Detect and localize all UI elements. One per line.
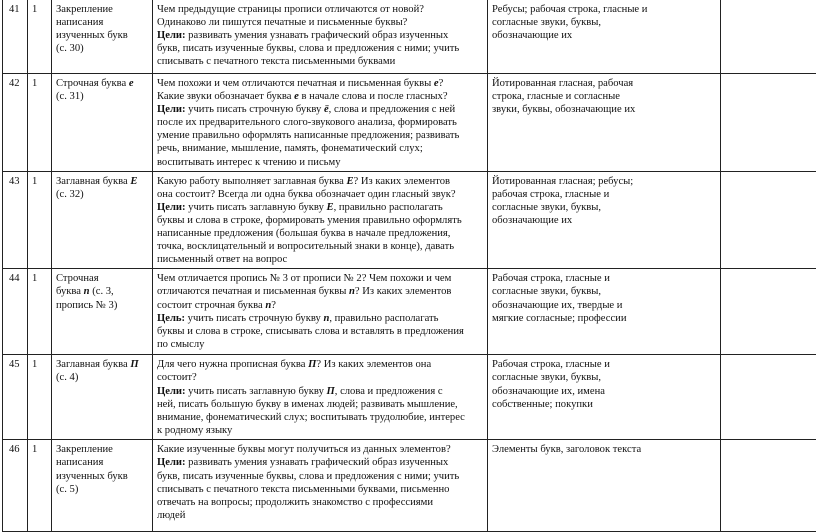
content-line [157,312,483,325]
topic-line: написания [56,16,148,29]
content-line [157,55,483,68]
text-run: состоит? [157,372,197,383]
content-line [157,29,483,42]
text-run: Чем отличается пропись № 3 от прописи № 2? Чем похожи и чем [157,273,451,284]
concepts-line: обозначающие их [492,214,716,227]
content-line [157,411,483,424]
text-run: (с. 31) [56,91,84,102]
text-run: (с. 32) [56,189,84,200]
content-line [157,175,483,188]
text-run: Чем предыдущие страницы прописи отличаются от новой? [157,4,424,15]
lesson-number-cell: 44 [3,269,28,355]
text-run: внимание, фонематический слух; воспитывать трудолюбие, интерес [157,412,465,423]
text-run: , правильно располагать [334,202,443,213]
table-body [3,0,816,532]
notes-cell [721,74,816,172]
concepts-cell [488,269,721,355]
text-run: по смыслу [157,339,204,350]
text-run: Для чего нужна прописная буква [157,359,308,370]
text-run: букв, писать изученные буквы, слова и предложения с ними; учить [157,471,459,482]
content-line [157,214,483,227]
text-run: ? [439,78,444,89]
text-run: развивать умения узнавать графический образ изученных [188,30,448,41]
content-line [157,443,483,456]
concepts-line: Ребусы; рабочая строка, гласные и [492,3,716,16]
hours-cell: 1 [28,355,52,440]
content-line [157,358,483,371]
topic-line [56,456,148,469]
text-run: Какую работу выполняет заглавная буква [157,176,346,187]
text-run: буквы и слова в строке, формировать умения правильно оформлять [157,215,462,226]
concepts-line: рабочая строка, гласные и [492,188,716,201]
text-run: буква [56,286,84,297]
text-run: Строчная [56,273,99,284]
text-run: буквы и слова в строке, списывать слова и вставлять в предложения [157,326,464,337]
content-line [157,116,483,129]
topic-cell [52,74,153,172]
text-run: написанные предложения (большая буква в начале предложения, [157,228,450,239]
content-line [157,338,483,351]
content-line [157,142,483,155]
text-run: ё [324,104,329,115]
text-run: учить писать заглавную букву [188,386,326,397]
topic-line [56,299,148,312]
topic-line [56,470,148,483]
text-run: (с. 3, [90,286,114,297]
text-run: , слова и предложения с ней [329,104,455,115]
table-row [3,74,816,172]
table-row [3,355,816,440]
topic-cell [52,171,153,269]
text-run: Заглавная буква [56,359,130,370]
content-line [157,103,483,116]
lesson-number-cell: 45 [3,355,28,440]
text-run: написания [56,457,103,468]
topic-line [56,188,148,201]
content-line [157,188,483,201]
concepts-line: согласные звуки, буквы, [492,285,716,298]
topic-line: Закрепление [56,3,148,16]
text-run: учить писать заглавную букву [188,202,326,213]
hours-cell: 1 [28,171,52,269]
text-run: , правильно располагать [329,313,438,324]
text-run: письменный ответ на вопрос [157,254,287,265]
content-line [157,156,483,169]
notes-cell [721,440,816,532]
text-run: П [130,359,138,370]
content-line [157,272,483,285]
topic-line [56,443,148,456]
text-run: развивать умения узнавать графический образ изученных [188,457,448,468]
topic-line [56,483,148,496]
topic-line [56,272,148,285]
concepts-line: обозначающие их, имена [492,385,716,398]
text-run: изученных букв [56,471,128,482]
text-run: списывать с печатного текста письменными буквами [157,56,395,67]
text-run: списывать с печатного текста письменными буквами, письменно [157,484,449,495]
text-run: Цели: [157,104,188,115]
content-line [157,201,483,214]
content-line [157,42,483,55]
text-run: п [349,286,355,297]
table-row [3,440,816,532]
concepts-line: согласные звуки, буквы, [492,371,716,384]
topic-cell [52,355,153,440]
text-run: Е [346,176,353,187]
hours-cell: 1 [28,74,52,172]
text-run: Строчная буква [56,78,129,89]
content-line [157,496,483,509]
text-run: П [327,386,335,397]
concepts-line: согласные звуки, буквы, [492,16,716,29]
topic-line [56,77,148,90]
content-cell [153,269,488,355]
content-line [157,325,483,338]
text-run: Какие звуки обозначает буква [157,91,294,102]
lesson-number-cell: 42 [3,74,28,172]
text-run: пропись № 3) [56,300,117,311]
notes-cell [721,269,816,355]
table-row [3,269,816,355]
concepts-line: мягкие согласные; профессии [492,312,716,325]
content-line [157,483,483,496]
text-run: (с. 4) [56,372,78,383]
text-run: п [265,300,271,311]
text-run: Какие изученные буквы могут получиться из данных элементов? [157,444,451,455]
topic-line [56,285,148,298]
content-cell [153,0,488,74]
text-run: Заглавная буква [56,176,130,187]
content-cell [153,171,488,269]
content-line [157,424,483,437]
topic-cell [52,0,153,74]
text-run: е [129,78,134,89]
content-line [157,299,483,312]
topic-cell [52,269,153,355]
text-run: п [323,313,329,324]
concepts-line: Йотированная гласная; ребусы; [492,175,716,188]
content-line [157,470,483,483]
text-run: ? Из каких элементов она [316,359,431,370]
topic-line [56,175,148,188]
text-run: е [294,91,299,102]
content-line [157,240,483,253]
text-run: она состоит? Всегда ли одна буква обозначает один гласный звук? [157,189,456,200]
concepts-cell [488,355,721,440]
text-run: состоит строчная буква [157,300,265,311]
content-cell [153,440,488,532]
text-run: учить писать строчную букву [188,313,324,324]
concepts-cell [488,74,721,172]
text-run: Цели: [157,30,188,41]
notes-cell [721,0,816,74]
notes-cell [721,355,816,440]
lesson-number-cell: 43 [3,171,28,269]
text-run: е [434,78,439,89]
text-run: Цели: [157,202,188,213]
hours-cell: 1 [28,440,52,532]
concepts-cell [488,440,721,532]
concepts-line: обозначающие их [492,29,716,42]
text-run: ней, писать большую букву в именах людей; развивать мышление, [157,399,458,410]
concepts-cell [488,171,721,269]
text-run: ? Из каких элементов [355,286,452,297]
text-run: в начале слова и после гласных? [299,91,448,102]
text-run: ? [271,300,276,311]
topic-line [56,371,148,384]
topic-line: изученных букв [56,29,148,42]
text-run: умение правильно оформлять написанные предложения; развивать [157,130,459,141]
text-run: Одинаково ли пишутся печатные и письменные буквы? [157,17,407,28]
lesson-plan-table [2,0,816,532]
concepts-line: согласные звуки, буквы, [492,201,716,214]
text-run: букв, писать изученные буквы, слова и предложения с ними; учить [157,43,459,54]
content-line [157,77,483,90]
table-row [3,171,816,269]
content-line [157,456,483,469]
concepts-cell [488,0,721,74]
topic-line [56,358,148,371]
text-run: речь, внимание, мышление, память, фонематический слух; [157,143,423,154]
concepts-line: обозначающие их, твердые и [492,299,716,312]
content-cell [153,74,488,172]
concepts-line: строка, гласные и согласные [492,90,716,103]
text-run: , слова и предложения с [335,386,443,397]
text-run: п [84,286,90,297]
text-run: П [308,359,316,370]
text-run: Е [130,176,137,187]
text-run: Цели: [157,386,188,397]
text-run: Е [327,202,334,213]
text-run: отличаются печатная и письменная буквы [157,286,349,297]
concepts-line: Йотированная гласная, рабочая [492,77,716,90]
content-line [157,3,483,16]
topic-line [56,90,148,103]
text-run: (с. 5) [56,484,78,495]
content-line [157,90,483,103]
concepts-line: Рабочая строка, гласные и [492,358,716,371]
lesson-number-cell: 41 [3,0,28,74]
hours-cell: 1 [28,0,52,74]
text-run: Цели: [157,457,188,468]
hours-cell: 1 [28,269,52,355]
topic-line: (с. 30) [56,42,148,55]
text-run: отвечать на вопросы; продолжить знакомство с профессиями [157,497,433,508]
text-run: Закрепление [56,444,113,455]
table-row [3,0,816,74]
content-line [157,285,483,298]
content-line [157,253,483,266]
text-run: воспитывать интерес к чтению и письму [157,157,341,168]
content-line [157,385,483,398]
concepts-line: Элементы букв, заголовок текста [492,443,716,456]
text-run: учить писать строчную букву [188,104,324,115]
text-run: точка, восклицательный и вопросительный знаки в конце), давать [157,241,454,252]
text-run: Чем похожи и чем отличаются печатная и письменная буквы [157,78,434,89]
topic-cell [52,440,153,532]
text-run: Цель: [157,313,188,324]
text-run: ? Из каких элементов [354,176,451,187]
content-line [157,129,483,142]
content-line [157,398,483,411]
content-line [157,371,483,384]
content-cell [153,355,488,440]
text-run: к родному языку [157,425,232,436]
text-run: людей [157,510,185,521]
lesson-number-cell: 46 [3,440,28,532]
notes-cell [721,171,816,269]
text-run: после их предварительного слого-звукового анализа, формировать [157,117,457,128]
content-line [157,16,483,29]
concepts-line: собственные; покупки [492,398,716,411]
concepts-line: звуки, буквы, обозначающие их [492,103,716,116]
concepts-line: Рабочая строка, гласные и [492,272,716,285]
content-line [157,227,483,240]
